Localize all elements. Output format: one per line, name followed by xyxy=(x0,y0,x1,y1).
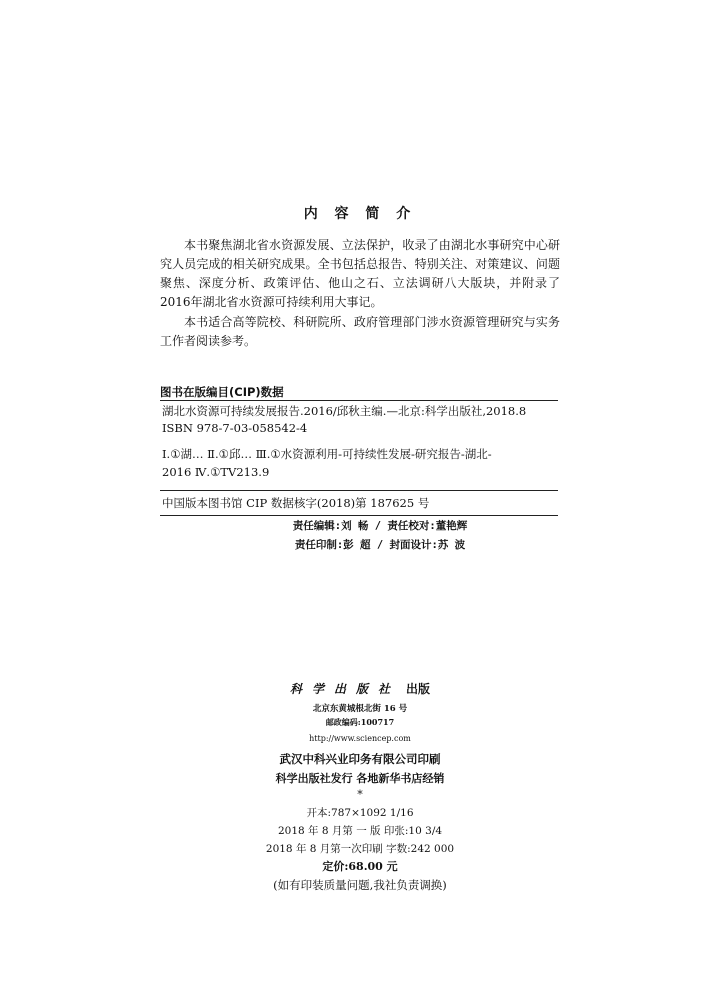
publisher-address: 北京东黄城根北街 16 号 xyxy=(312,704,408,714)
publisher-label: 出版 xyxy=(406,682,431,696)
summary-paragraph-1: 本书聚焦湖北省水资源发展、立法保护，收录了由湖北水事研究中心研究人员完成的相关研究成果。全书包括总报告、特别关注、对策建议、问题聚焦、深度分析、政策评估、他山之石、立法调研八大版块，并附录了2016年湖北省水资源可持续利用大事记。 xyxy=(160,238,560,309)
publisher-line xyxy=(0,680,720,697)
separator-star: * xyxy=(357,788,363,801)
credits-editors: 责任编辑:刘 畅 / 责任校对:董艳辉 xyxy=(292,520,468,532)
summary-title: 内 容 简 介 xyxy=(303,206,417,222)
cip-classification: 2016 Ⅳ.①TV213.9 xyxy=(162,465,270,479)
publisher-logo: 科学出版社 xyxy=(289,682,400,696)
book-format: 开本:787×1092 1/16 xyxy=(306,807,414,819)
cip-middle-rule xyxy=(160,490,558,491)
summary-paragraph-2: 本书适合高等院校、科研院所、政府管理部门涉水资源管理研究与实务工作者阅读参考。 xyxy=(160,315,560,348)
cip-heading: 图书在版编目(CIP)数据 xyxy=(160,385,284,399)
printing-info: 2018 年 8 月第一次印刷 字数:242 000 xyxy=(265,843,455,855)
cip-subject-line: Ⅰ.①湖… Ⅱ.①邱… Ⅲ.①水资源利用-可持续性发展-研究报告-湖北- xyxy=(162,447,492,461)
publisher-postcode: 邮政编码:100717 xyxy=(325,717,395,727)
edition-info: 2018 年 8 月第 一 版 印张:10 3/4 xyxy=(277,825,443,837)
distribution: 科学出版社发行 各地新华书店经销 xyxy=(275,772,445,785)
price: 定价:68.00 元 xyxy=(322,860,398,873)
publisher-website: http://www.sciencep.com xyxy=(309,734,411,743)
cip-record-number: 中国版本图书馆 CIP 数据核字(2018)第 187625 号 xyxy=(162,496,430,510)
quality-notice: (如有印装质量问题,我社负责调换) xyxy=(273,878,447,892)
cip-title-line: 湖北水资源可持续发展报告.2016/邱秋主编.—北京:科学出版社,2018.8 xyxy=(162,404,527,418)
credits-production: 责任印制:彭 超 / 封面设计:苏 波 xyxy=(294,539,466,551)
printer: 武汉中科兴业印务有限公司印刷 xyxy=(279,752,441,766)
cip-bottom-rule xyxy=(160,515,558,516)
cip-isbn: ISBN 978-7-03-058542-4 xyxy=(162,421,308,435)
cip-top-rule xyxy=(160,400,558,401)
